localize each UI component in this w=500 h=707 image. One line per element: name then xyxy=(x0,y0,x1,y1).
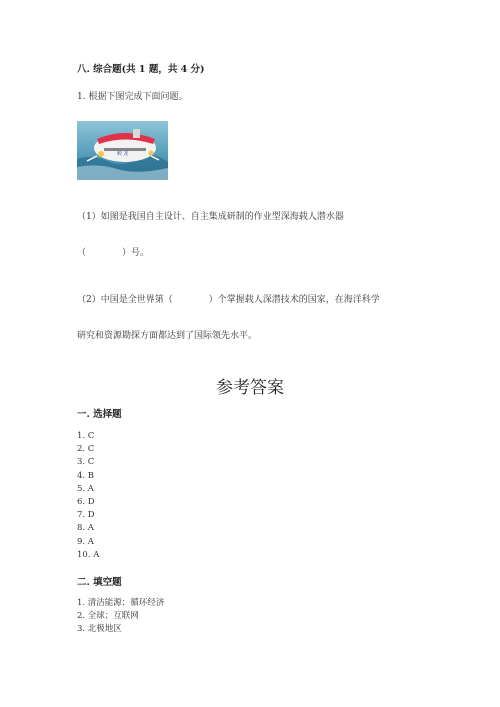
section-8-heading: 八. 综合题(共 1 题，共 4 分) xyxy=(77,64,205,75)
list-item: 5. A xyxy=(77,483,94,494)
list-item: 3. C xyxy=(77,457,95,468)
list-item: 7. D xyxy=(77,510,95,521)
list-item: 1. 清洁能源；循环经济 xyxy=(77,598,165,608)
list-item: 9. A xyxy=(77,536,94,547)
list-item: 8. A xyxy=(77,523,94,534)
question-1-part-2-line-1: （2）中国是全世界第（ ）个掌握载人深潜技术的国家，在海洋科学 xyxy=(77,295,380,305)
fill-section-heading: 二. 填空题 xyxy=(77,577,122,588)
list-item: 3. 北极地区 xyxy=(77,624,122,635)
list-item: 2. C xyxy=(77,444,95,455)
submersible-photo xyxy=(77,121,168,180)
answer-key-title: 参考答案 xyxy=(216,378,284,398)
list-item: 1. C xyxy=(77,431,95,441)
list-item: 2. 全球；互联网 xyxy=(77,611,139,622)
svg-text:蛟 龙: 蛟 龙 xyxy=(117,151,129,157)
question-1-intro: 1. 根据下图完成下面问题。 xyxy=(77,92,188,102)
question-1-part-2-line-2: 研究和资源勘探方面都达到了国际领先水平。 xyxy=(77,331,258,341)
fill-answer-list xyxy=(77,597,164,637)
question-1-part-1-line-2: （ ）号。 xyxy=(77,248,150,258)
question-1-part-1-line-1: （1）如图是我国自主设计、自主集成研制的作业型深海载人潜水器 xyxy=(77,212,344,222)
list-item: 10. A xyxy=(77,549,100,560)
choice-section-heading: 一. 选择题 xyxy=(77,409,122,420)
list-item: 4. B xyxy=(77,470,95,481)
submersible-illustration xyxy=(77,121,168,180)
choice-answer-list xyxy=(77,430,99,562)
list-item: 6. D xyxy=(77,497,95,508)
